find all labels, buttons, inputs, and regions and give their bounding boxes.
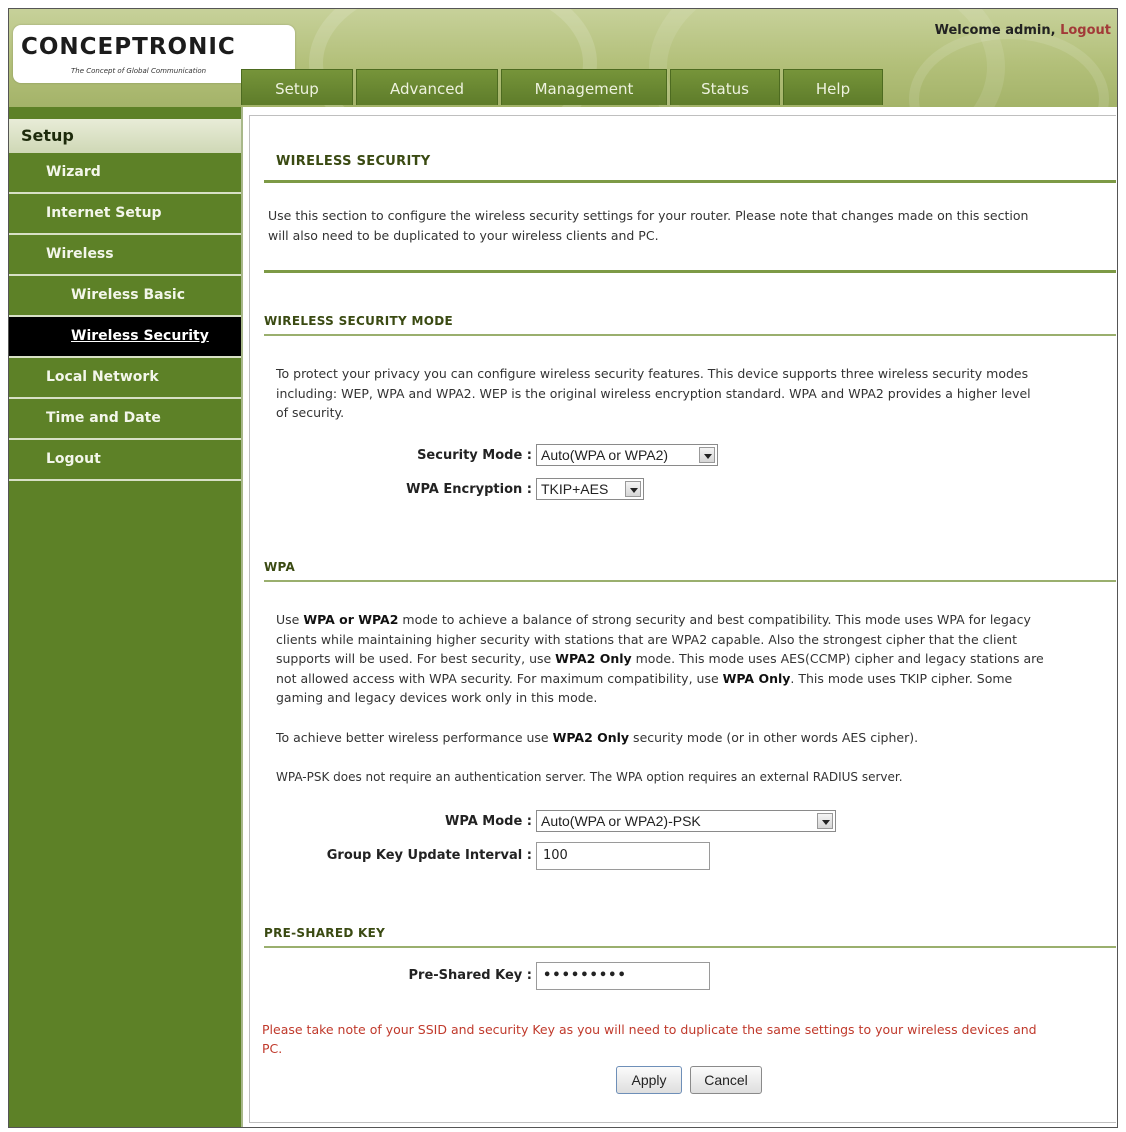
main-content: [249, 115, 1116, 1123]
description-line: To protect your privacy you can configure wireless security features. This device supports three wireless security modes: [276, 366, 1029, 381]
pre-shared-key-label: Pre-Shared Key :: [408, 968, 532, 983]
security-mode-label: Security Mode :: [417, 448, 532, 463]
divider: [264, 946, 1116, 948]
chevron-down-icon[interactable]: [625, 481, 641, 497]
sidebar-item-local-network[interactable]: Local Network: [9, 358, 241, 399]
tab-status[interactable]: Status: [670, 69, 780, 105]
group-key-interval-label: Group Key Update Interval :: [326, 848, 532, 863]
group-key-interval-input[interactable]: 100: [536, 842, 710, 870]
sidebar-item-wireless-security[interactable]: Wireless Security: [9, 317, 241, 358]
description-line: including: WEP, WPA and WPA2. WEP is the original wireless encryption standard. WPA and WPA2 provides a higher level: [276, 385, 1031, 401]
page-title: WIRELESS SECURITY: [276, 154, 431, 169]
divider: [264, 580, 1116, 582]
intro-line: Use this section to configure the wireless security settings for your router. Please note that changes made on this section: [268, 208, 1029, 223]
sidebar-item-wireless-basic[interactable]: Wireless Basic: [9, 276, 241, 317]
sidebar-item-time-and-date[interactable]: Time and Date: [9, 399, 241, 440]
note-line: PC.: [262, 1041, 283, 1056]
divider: [264, 180, 1116, 183]
tab-setup[interactable]: Setup: [241, 69, 353, 105]
security-mode-description: [276, 364, 1112, 423]
main-nav-tabs: [241, 69, 886, 105]
tab-management[interactable]: Management: [501, 69, 667, 105]
psk-section-title: PRE-SHARED KEY: [264, 926, 386, 940]
sidebar-item-wireless[interactable]: Wireless: [9, 235, 241, 276]
wpa-encryption-label: WPA Encryption :: [406, 482, 532, 497]
chevron-down-icon[interactable]: [817, 813, 833, 829]
wpa-psk-note: WPA-PSK does not require an authentication server. The WPA option requires an external RADIUS server.: [276, 770, 903, 784]
sidebar-item-logout[interactable]: Logout: [9, 440, 241, 481]
description-line: of security.: [276, 405, 345, 420]
page-intro: [268, 206, 1108, 245]
logo-tagline: The Concept of Global Communication: [71, 67, 207, 75]
wpa-mode-select[interactable]: [536, 810, 836, 832]
sidebar: [9, 107, 243, 1128]
security-mode-value: Auto(WPA or WPA2): [541, 447, 669, 463]
wpa-description: [276, 610, 1112, 708]
welcome-message: [935, 23, 1111, 38]
router-admin-window: [8, 8, 1118, 1128]
description-line: gaming and legacy devices work only in this mode.: [276, 690, 598, 705]
save-settings-note: [262, 1020, 1110, 1058]
security-mode-section-title: WIRELESS SECURITY MODE: [264, 314, 453, 328]
description-line: not allowed access with WPA security. For maximum compatibility, use WPA Only. This mode uses TKIP cipher. Some: [276, 670, 1013, 686]
wpa-encryption-select[interactable]: [536, 478, 644, 500]
header-banner: [9, 9, 1117, 107]
wpa-section-title: WPA: [264, 560, 296, 574]
description-line: supports will be used. For best security, use WPA2 Only mode. This mode uses AES(CCMP) cipher and legacy stations are: [276, 651, 1044, 666]
wpa-mode-label: WPA Mode :: [445, 814, 532, 829]
divider: [264, 270, 1116, 273]
tab-advanced[interactable]: Advanced: [356, 69, 498, 105]
wpa-performance-note: To achieve better wireless performance use WPA2 Only security mode (or in other words AES cipher).: [276, 730, 919, 745]
security-mode-select[interactable]: [536, 444, 718, 466]
logo-text: CONCEPTRONIC: [21, 34, 236, 60]
divider: [264, 334, 1116, 336]
intro-line: will also need to be duplicated to your wireless clients and PC.: [268, 227, 659, 243]
apply-button[interactable]: Apply: [616, 1066, 682, 1094]
sidebar-item-wizard[interactable]: Wizard: [9, 153, 241, 194]
pre-shared-key-input[interactable]: •••••••••: [536, 962, 710, 990]
note-line: Please take note of your SSID and security Key as you will need to duplicate the same settings to your wireless devices and: [262, 1022, 1037, 1037]
cancel-button[interactable]: Cancel: [690, 1066, 762, 1094]
sidebar-title: Setup: [9, 119, 241, 153]
description-line: Use WPA or WPA2 mode to achieve a balance of strong security and best compatibility. This mode uses WPA for legacy: [276, 612, 1031, 627]
welcome-text: Welcome admin,: [934, 23, 1061, 38]
header-logout-link[interactable]: Logout: [1060, 23, 1111, 38]
wpa-encryption-value: TKIP+AES: [541, 481, 609, 497]
chevron-down-icon[interactable]: [699, 447, 715, 463]
sidebar-item-internet-setup[interactable]: Internet Setup: [9, 194, 241, 235]
description-line: clients while maintaining higher security with stations that are WPA2 capable. Also the strongest cipher that the client: [276, 631, 1017, 647]
tab-help[interactable]: Help: [783, 69, 883, 105]
wpa-mode-value: Auto(WPA or WPA2)-PSK: [541, 813, 701, 829]
